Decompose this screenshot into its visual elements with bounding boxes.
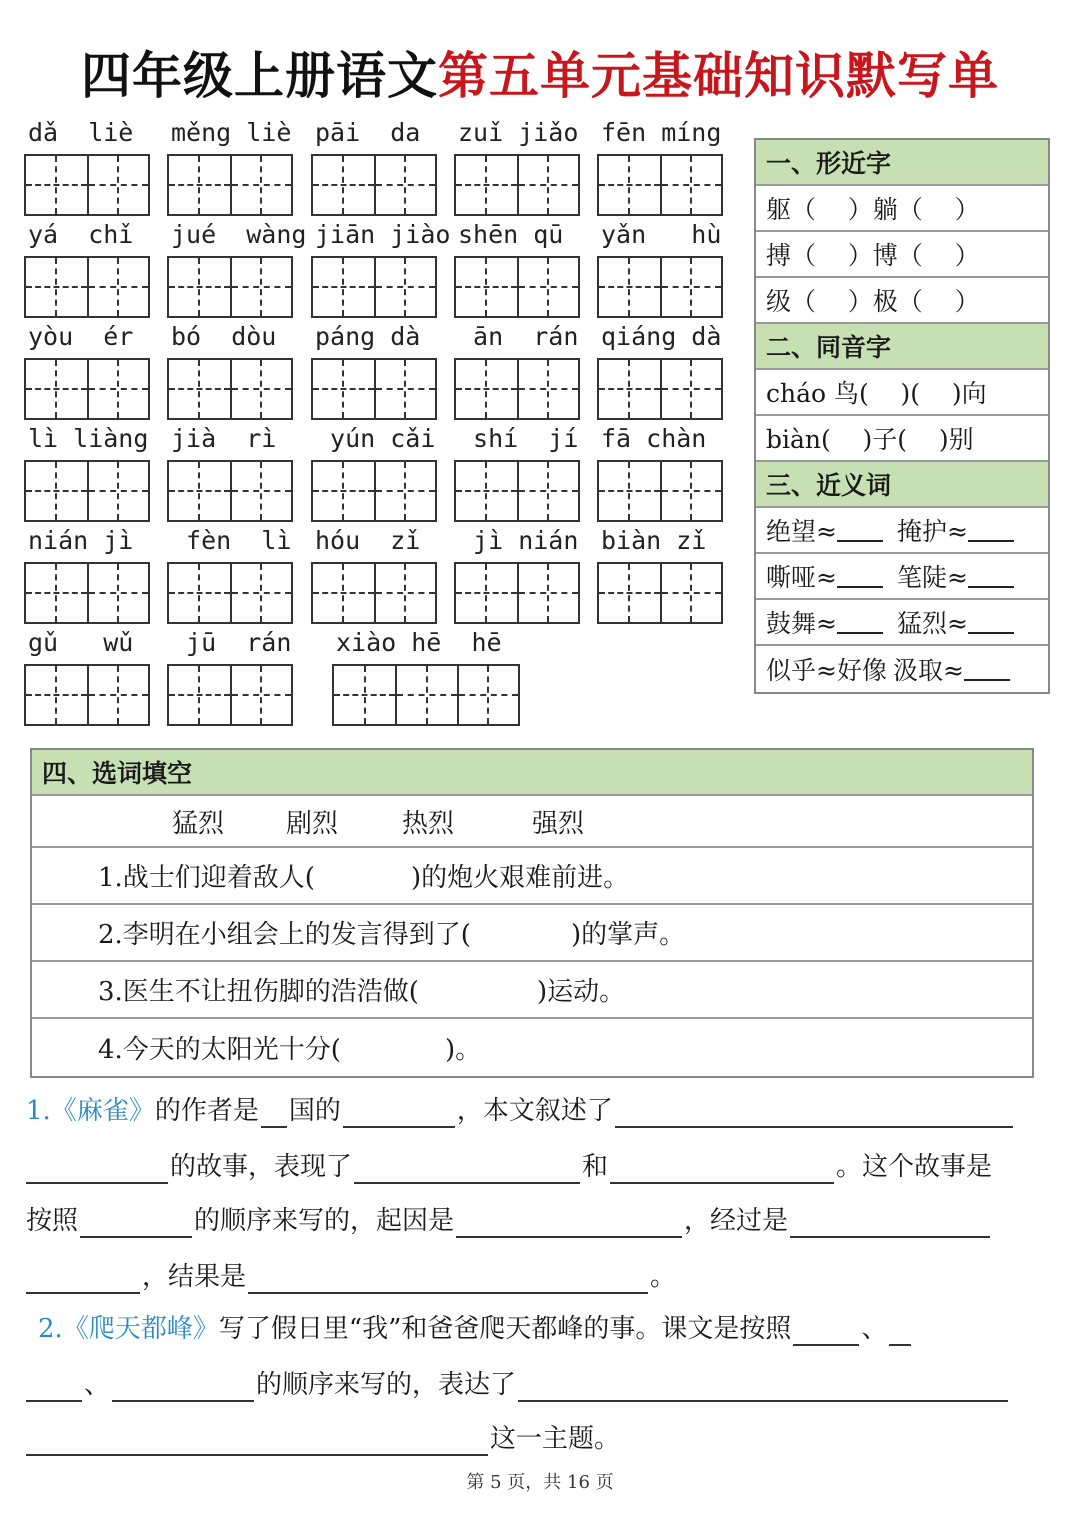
answer-blank[interactable]: [26, 1266, 140, 1294]
passage-text: 、: [861, 1314, 888, 1344]
writing-box[interactable]: [597, 460, 723, 522]
character-cell[interactable]: [599, 156, 660, 214]
character-cell[interactable]: [313, 462, 374, 520]
sentence-row[interactable]: [32, 962, 1032, 1019]
section-4-header: 四、选词填空: [32, 750, 1032, 796]
writing-box[interactable]: [597, 154, 723, 216]
answer-blank[interactable]: [456, 1210, 682, 1238]
writing-box[interactable]: [167, 562, 293, 624]
character-cell[interactable]: [87, 156, 148, 214]
character-cell[interactable]: [334, 666, 395, 724]
synonym-right: 猛烈≈: [896, 609, 968, 638]
character-cell[interactable]: [374, 360, 435, 418]
character-cell[interactable]: [87, 360, 148, 418]
answer-blank[interactable]: [964, 657, 1010, 681]
word-choice: 强烈: [532, 808, 585, 839]
character-cell[interactable]: [456, 156, 517, 214]
character-cell[interactable]: [660, 258, 721, 316]
passage-1-line-4: [26, 1260, 676, 1294]
pinyin-label: yá chǐ: [28, 220, 134, 249]
sentence-text: 4.今天的太阳光十分(: [98, 1035, 341, 1065]
word-choices: [32, 796, 1032, 848]
character-cell[interactable]: [374, 462, 435, 520]
character-cell[interactable]: [230, 462, 291, 520]
pinyin-label: lì liàng: [28, 424, 149, 453]
writing-box[interactable]: [597, 562, 723, 624]
writing-box[interactable]: [24, 358, 150, 420]
character-cell[interactable]: [395, 666, 456, 724]
book-title: 《麻雀》: [50, 1096, 155, 1126]
sentence-row[interactable]: [32, 1019, 1032, 1076]
character-cell[interactable]: [169, 564, 230, 622]
character-cell[interactable]: [517, 462, 578, 520]
writing-box[interactable]: [597, 256, 723, 318]
pinyin-label: jū rán: [171, 628, 292, 657]
character-cell[interactable]: [374, 258, 435, 316]
sentence-text: )的掌声。: [570, 920, 686, 950]
answer-blank[interactable]: [610, 1156, 834, 1184]
passage-2-line-3: [26, 1422, 620, 1456]
passage-text: 。: [650, 1262, 677, 1292]
pinyin-label: jiān jiào: [315, 220, 451, 249]
passage-text: ，本文叙述了: [456, 1096, 613, 1126]
question-number: 1.: [26, 1096, 51, 1126]
answer-blank[interactable]: [837, 564, 883, 588]
synonym-right: 笔陡≈: [896, 563, 968, 592]
character-cell[interactable]: [26, 258, 87, 316]
character-cell[interactable]: [230, 564, 291, 622]
sentence-row[interactable]: [32, 848, 1032, 905]
passage-2-line-2: [26, 1368, 1010, 1402]
character-cell[interactable]: [517, 564, 578, 622]
character-cell[interactable]: [456, 360, 517, 418]
character-cell[interactable]: [660, 564, 721, 622]
writing-box[interactable]: [311, 460, 437, 522]
character-cell[interactable]: [87, 258, 148, 316]
synonym-row[interactable]: [756, 600, 1048, 646]
character-cell[interactable]: [374, 156, 435, 214]
pinyin-label: yún cǎi: [315, 424, 436, 453]
answer-blank[interactable]: [261, 1100, 287, 1128]
pinyin-label: jì nián: [458, 526, 579, 555]
word-choice: 剧烈: [286, 808, 339, 839]
character-cell[interactable]: [517, 360, 578, 418]
character-cell[interactable]: [456, 258, 517, 316]
pinyin-label: jià rì: [171, 424, 277, 453]
pinyin-label: shēn qū: [458, 220, 564, 249]
character-cell[interactable]: [169, 666, 230, 724]
passage-text: 这一主题。: [490, 1424, 621, 1454]
sentence-text: 1.战士们迎着敌人(: [98, 863, 315, 893]
writing-box[interactable]: [454, 358, 580, 420]
pinyin-label: shí jí: [458, 424, 579, 453]
answer-blank[interactable]: [793, 1318, 859, 1346]
word-choice: 热烈: [402, 808, 455, 839]
passage-text: 国的: [288, 1096, 341, 1126]
character-cell[interactable]: [313, 564, 374, 622]
character-cell[interactable]: [230, 258, 291, 316]
passage-text: 的故事，表现了: [170, 1152, 353, 1182]
homophone-row[interactable]: cháo 鸟( )( )向: [756, 370, 1048, 416]
passage-text: 的顺序来写的，起因是: [194, 1206, 455, 1236]
character-cell[interactable]: [599, 564, 660, 622]
answer-blank[interactable]: [354, 1156, 580, 1184]
passage-text: 。这个故事是: [836, 1152, 993, 1182]
sentence-text: )运动。: [536, 977, 626, 1007]
passage-text: 写了假日里“我”和爸爸爬天都峰的事。课文是按照: [218, 1314, 792, 1344]
passage-text: ，经过是: [684, 1206, 789, 1236]
pinyin-label: měng liè: [171, 118, 292, 147]
pinyin-label: hóu zǐ: [315, 526, 421, 555]
pinyin-label: pāi da: [315, 118, 421, 147]
writing-box[interactable]: [311, 154, 437, 216]
writing-box[interactable]: [454, 562, 580, 624]
passage-1-line-1: [26, 1094, 1015, 1128]
synonym-right: 汲取≈: [892, 656, 964, 685]
writing-box[interactable]: [597, 358, 723, 420]
character-cell[interactable]: [660, 156, 721, 214]
character-cell[interactable]: [599, 360, 660, 418]
passage-text: ，结果是: [142, 1262, 247, 1292]
passage-1-line-3: [26, 1204, 992, 1238]
writing-box[interactable]: [311, 256, 437, 318]
homophone-row[interactable]: biàn( )子( )别: [756, 416, 1048, 462]
writing-box[interactable]: [24, 154, 150, 216]
pinyin-label: fā chàn: [601, 424, 707, 453]
character-cell[interactable]: [599, 258, 660, 316]
character-cell[interactable]: [230, 156, 291, 214]
writing-box[interactable]: [24, 664, 150, 726]
character-cell[interactable]: [660, 462, 721, 520]
answer-blank[interactable]: [837, 518, 883, 542]
character-cell[interactable]: [660, 360, 721, 418]
writing-box[interactable]: [167, 256, 293, 318]
synonym-row[interactable]: [756, 554, 1048, 600]
fill-in-section: [30, 748, 1034, 1078]
page-number: 第 5 页，共 16 页: [466, 1472, 614, 1493]
page-title: [0, 44, 1080, 108]
character-cell[interactable]: [313, 360, 374, 418]
character-cell[interactable]: [230, 666, 291, 724]
similar-char-row[interactable]: 级（ ）极（ ）: [756, 278, 1048, 324]
passage-text: 的作者是: [154, 1096, 259, 1126]
character-cell[interactable]: [517, 156, 578, 214]
character-cell[interactable]: [26, 564, 87, 622]
title-unit: 第五单元基础知识默写单: [438, 47, 999, 105]
answer-blank[interactable]: [889, 1318, 911, 1346]
answer-blank[interactable]: [248, 1266, 648, 1294]
sentence-text: )。: [444, 1035, 482, 1065]
character-cell[interactable]: [456, 564, 517, 622]
right-panel: [754, 138, 1050, 694]
answer-blank[interactable]: [790, 1210, 990, 1238]
character-cell[interactable]: [230, 360, 291, 418]
character-cell[interactable]: [457, 666, 518, 724]
title-grade: 四年级上册语文: [81, 47, 438, 105]
writing-box[interactable]: [454, 460, 580, 522]
answer-blank[interactable]: [518, 1374, 1008, 1402]
writing-box[interactable]: [311, 358, 437, 420]
answer-blank[interactable]: [112, 1374, 254, 1402]
answer-blank[interactable]: [615, 1100, 1013, 1128]
pinyin-label: zuǐ jiǎo: [458, 118, 579, 147]
character-cell[interactable]: [26, 462, 87, 520]
sentence-text: )的炮火艰难前进。: [410, 863, 630, 893]
sentence-text: 2.李明在小组会上的发言得到了(: [98, 920, 471, 950]
sentence-text: 3.医生不让扭伤脚的浩浩做(: [98, 977, 419, 1007]
synonym-left: 嘶哑≈: [766, 563, 837, 592]
character-cell[interactable]: [26, 360, 87, 418]
question-number: 2.: [38, 1314, 63, 1344]
pinyin-label: gǔ wǔ: [28, 628, 134, 657]
answer-blank[interactable]: [26, 1374, 82, 1402]
answer-blank[interactable]: [26, 1156, 168, 1184]
sentence-row[interactable]: [32, 905, 1032, 962]
pinyin-label: biàn zǐ: [601, 526, 707, 555]
character-cell[interactable]: [517, 258, 578, 316]
pinyin-label: qiáng dà: [601, 322, 722, 351]
character-cell[interactable]: [87, 462, 148, 520]
pinyin-label: dǎ liè: [28, 118, 134, 147]
synonym-left: 似乎≈好像: [766, 656, 887, 685]
writing-box[interactable]: [167, 358, 293, 420]
writing-box[interactable]: [24, 460, 150, 522]
pinyin-label: bó dòu: [171, 322, 277, 351]
word-choice: 猛烈: [172, 808, 225, 839]
answer-blank[interactable]: [26, 1428, 488, 1456]
writing-box[interactable]: [332, 664, 520, 726]
similar-char-row[interactable]: 搏（ ）博（ ）: [756, 232, 1048, 278]
section-1-header: 一、形近字: [756, 140, 1048, 186]
answer-blank[interactable]: [343, 1100, 455, 1128]
answer-blank[interactable]: [968, 564, 1014, 588]
character-cell[interactable]: [169, 156, 230, 214]
writing-box[interactable]: [24, 256, 150, 318]
pinyin-label: nián jì: [28, 526, 134, 555]
character-cell[interactable]: [374, 564, 435, 622]
character-cell[interactable]: [169, 462, 230, 520]
pinyin-label: jué wàng: [171, 220, 307, 249]
writing-box[interactable]: [167, 154, 293, 216]
writing-box[interactable]: [311, 562, 437, 624]
passage-text: 和: [582, 1152, 609, 1182]
answer-blank[interactable]: [968, 518, 1014, 542]
pinyin-label: ān rán: [458, 322, 579, 351]
character-cell[interactable]: [313, 156, 374, 214]
writing-box[interactable]: [167, 664, 293, 726]
writing-box[interactable]: [167, 460, 293, 522]
character-cell[interactable]: [456, 462, 517, 520]
answer-blank[interactable]: [837, 610, 883, 634]
synonym-right: 掩护≈: [896, 517, 968, 546]
synonym-left: 绝望≈: [766, 517, 837, 546]
writing-box[interactable]: [24, 562, 150, 624]
pinyin-label: fēn míng: [601, 118, 722, 147]
character-cell[interactable]: [169, 258, 230, 316]
pinyin-label: yòu ér: [28, 322, 134, 351]
pinyin-label: yǎn hù: [601, 220, 722, 249]
character-cell[interactable]: [26, 156, 87, 214]
character-cell[interactable]: [87, 666, 148, 724]
character-cell[interactable]: [87, 564, 148, 622]
answer-blank[interactable]: [80, 1210, 192, 1238]
pinyin-label: xiào hē hē: [336, 628, 502, 657]
section-3-header: 三、近义词: [756, 462, 1048, 508]
character-cell[interactable]: [169, 360, 230, 418]
book-title: 《爬天都峰》: [62, 1314, 219, 1344]
passage-text: 按照: [26, 1206, 79, 1236]
writing-box[interactable]: [454, 256, 580, 318]
pinyin-label: fèn lì: [171, 526, 292, 555]
similar-char-row[interactable]: 躯（ ）躺（ ）: [756, 186, 1048, 232]
passage-1-line-2: [26, 1150, 992, 1184]
passage-text: 、: [84, 1370, 111, 1400]
character-cell[interactable]: [26, 666, 87, 724]
character-cell[interactable]: [599, 462, 660, 520]
synonym-row[interactable]: [756, 646, 1048, 692]
synonym-left: 鼓舞≈: [766, 609, 837, 638]
pinyin-label: páng dà: [315, 322, 421, 351]
section-2-header: 二、同音字: [756, 324, 1048, 370]
answer-blank[interactable]: [968, 610, 1014, 634]
passage-text: 的顺序来写的，表达了: [256, 1370, 517, 1400]
passage-2-line-1: [38, 1312, 913, 1346]
character-cell[interactable]: [313, 258, 374, 316]
writing-box[interactable]: [454, 154, 580, 216]
synonym-row[interactable]: [756, 508, 1048, 554]
